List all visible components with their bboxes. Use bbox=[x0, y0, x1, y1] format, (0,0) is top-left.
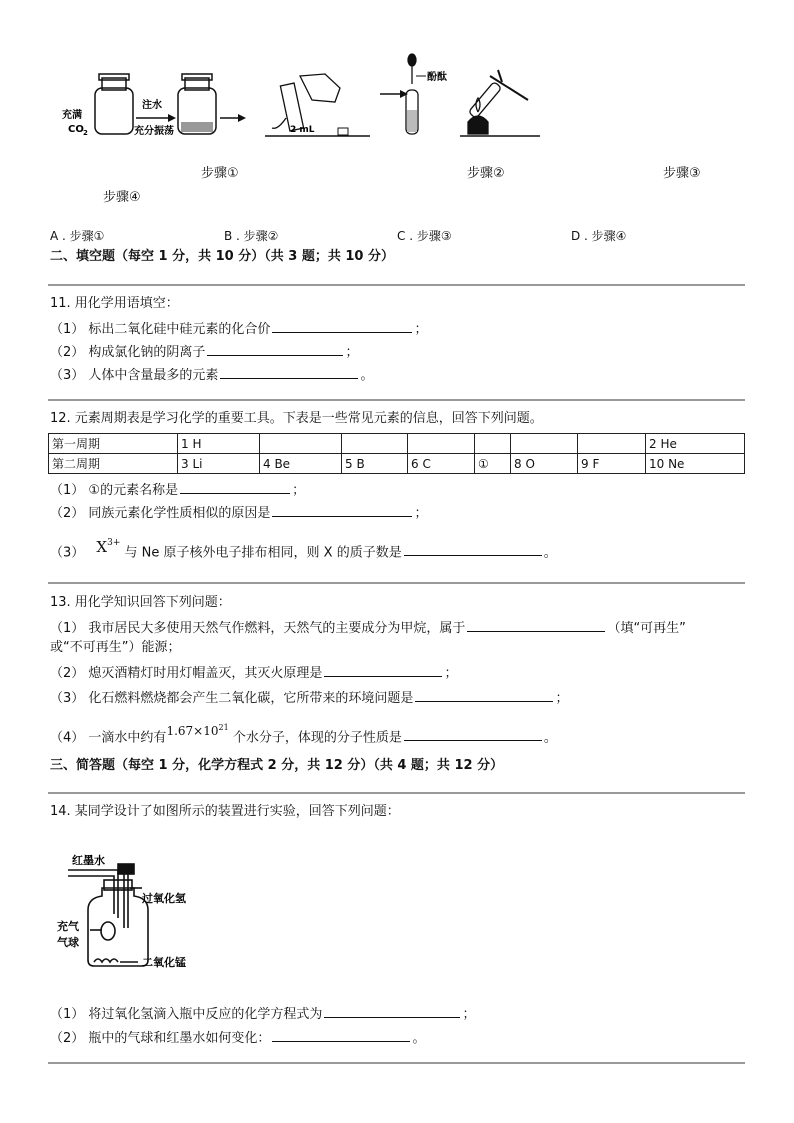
answer-blank[interactable] bbox=[207, 341, 343, 356]
part-end: ； bbox=[292, 483, 306, 498]
q13-part-1 bbox=[50, 617, 686, 638]
pouring-hand bbox=[272, 74, 340, 131]
number-exponent: 21 bbox=[218, 723, 229, 732]
table-cell: 5 B bbox=[342, 454, 408, 474]
answer-blank[interactable] bbox=[272, 318, 412, 333]
part-end: ； bbox=[444, 666, 458, 681]
q13-part-3 bbox=[50, 687, 568, 708]
table-cell bbox=[578, 434, 646, 454]
table-cell: 2 He bbox=[646, 434, 745, 454]
q13-stem: 13. 用化学知识回答下列问题： bbox=[50, 595, 231, 610]
q11-part-1 bbox=[50, 318, 427, 339]
part-number: （3） bbox=[50, 368, 85, 383]
part-tail: （填“可再生” bbox=[607, 621, 686, 636]
part-number: （2） bbox=[50, 345, 85, 360]
part-number: （3） bbox=[50, 691, 85, 706]
part-number: （1） bbox=[50, 483, 85, 498]
q12-part-2 bbox=[50, 502, 427, 523]
periodic-table bbox=[48, 433, 745, 474]
q13-part-4 bbox=[50, 725, 557, 747]
liquid-fill bbox=[407, 110, 417, 132]
balloon-label-a: 充气 bbox=[57, 920, 79, 933]
table-cell: 第二周期 bbox=[49, 454, 178, 474]
part-end: 。 bbox=[412, 1031, 426, 1046]
table-cell bbox=[511, 434, 578, 454]
volume-label: 2 mL bbox=[290, 125, 315, 135]
part-number: （2） bbox=[50, 1031, 85, 1046]
table-cell: 8 O bbox=[511, 454, 578, 474]
balloon bbox=[101, 922, 115, 940]
table-cell: 3 Li bbox=[178, 454, 260, 474]
table-cell: 4 Be bbox=[260, 454, 342, 474]
q11-part-2 bbox=[50, 341, 358, 362]
water-fill bbox=[181, 122, 213, 132]
part-end: ； bbox=[462, 1007, 476, 1022]
q12-stem: 12. 元素周期表是学习化学的重要工具。下表是一些常见元素的信息，回答下列问题。 bbox=[50, 411, 543, 426]
q13-part-2 bbox=[50, 662, 457, 683]
part-end: 。 bbox=[543, 730, 557, 746]
part-text: 标出二氧化硅中硅元素的化合价 bbox=[88, 322, 271, 337]
part-number: （2） bbox=[50, 506, 85, 521]
table-cell: 1 H bbox=[178, 434, 260, 454]
part-end: 。 bbox=[360, 368, 374, 383]
answer-blank[interactable] bbox=[324, 662, 442, 677]
part-text: 一滴水中约有 bbox=[88, 730, 167, 746]
q12-part-1 bbox=[50, 479, 305, 500]
section-2-title: 二、填空题（每空 1 分，共 10 分）（共 3 题；共 10 分） bbox=[50, 249, 394, 264]
ink-label: 红墨水 bbox=[72, 854, 105, 867]
part-text: ①的元素名称是 bbox=[88, 483, 179, 498]
q14-stem: 14. 某同学设计了如图所示的装置进行实验，回答下列问题： bbox=[50, 804, 400, 819]
ion-charge: 3+ bbox=[107, 538, 121, 548]
part-end: ； bbox=[555, 691, 569, 706]
divider bbox=[48, 582, 745, 584]
table-row bbox=[49, 434, 745, 454]
q13-part-1-cont: 或“不可再生”）能源； bbox=[50, 640, 181, 655]
part-text: 人体中含量最多的元素 bbox=[88, 368, 219, 383]
divider bbox=[48, 1062, 745, 1064]
table-cell: 9 F bbox=[578, 454, 646, 474]
stopper bbox=[338, 128, 348, 135]
part-text: 构成氯化钠的阴离子 bbox=[88, 345, 206, 360]
part-number: （2） bbox=[50, 666, 85, 681]
q12-part-3 bbox=[50, 540, 557, 562]
co2-label-sub: 2 bbox=[83, 129, 88, 137]
arrow-head bbox=[400, 90, 408, 98]
divider bbox=[48, 792, 745, 794]
q14-part-2 bbox=[50, 1027, 425, 1048]
part-number: （1） bbox=[50, 322, 85, 337]
apparatus-figure bbox=[52, 848, 212, 973]
step-label-2: 步骤② bbox=[467, 166, 505, 181]
table-cell bbox=[475, 434, 511, 454]
part-end: ； bbox=[414, 322, 428, 337]
table-cell: 10 Ne bbox=[646, 454, 745, 474]
part-text: 瓶中的气球和红墨水如何变化： bbox=[88, 1031, 271, 1046]
part-end: 。 bbox=[543, 545, 557, 561]
part-number: （3） bbox=[50, 545, 85, 561]
water-label: 注水 bbox=[142, 100, 162, 111]
part-number: （4） bbox=[50, 730, 85, 746]
ion-symbol: X bbox=[96, 538, 108, 557]
shake-label: 充分振荡 bbox=[134, 126, 174, 137]
part-number: （1） bbox=[50, 621, 85, 636]
phenolphthalein-label: 酚酞 bbox=[427, 72, 447, 83]
answer-blank[interactable] bbox=[415, 687, 553, 702]
part-text: 与 Ne 原子核外电子排布相同，则 X 的质子数是 bbox=[124, 545, 402, 561]
part-text: 熄灭酒精灯时用灯帽盖灭，其灭火原理是 bbox=[88, 666, 323, 681]
option-d[interactable]: D . 步骤④ bbox=[571, 229, 627, 243]
balloon-label-b: 气球 bbox=[57, 936, 79, 949]
option-c[interactable]: C . 步骤③ bbox=[397, 229, 452, 243]
part-end: ； bbox=[345, 345, 359, 360]
answer-blank[interactable] bbox=[324, 1003, 460, 1018]
option-b[interactable]: B . 步骤② bbox=[224, 229, 279, 243]
part-text: 化石燃料燃烧都会产生二氧化碳，它所带来的环境问题是 bbox=[88, 691, 414, 706]
funnel-head bbox=[118, 864, 134, 874]
table-cell bbox=[342, 434, 408, 454]
glass-tube bbox=[68, 876, 114, 914]
step-label-4: 步骤④ bbox=[103, 190, 141, 205]
arrow-head bbox=[168, 114, 176, 122]
answer-blank[interactable] bbox=[404, 541, 542, 556]
step-label-3: 步骤③ bbox=[663, 166, 701, 181]
co2-bottle bbox=[95, 74, 133, 134]
h2o2-label: 过氧化氢 bbox=[142, 892, 186, 905]
answer-blank[interactable] bbox=[220, 364, 358, 379]
answer-blank[interactable] bbox=[180, 479, 290, 494]
answer-blank[interactable] bbox=[272, 1027, 410, 1042]
part-text: 将过氧化氢滴入瓶中反应的化学方程式为 bbox=[88, 1007, 323, 1022]
table-cell bbox=[260, 434, 342, 454]
table-cell: 第一周期 bbox=[49, 434, 178, 454]
q14-part-1 bbox=[50, 1003, 475, 1024]
step-label-1: 步骤① bbox=[201, 166, 239, 181]
mno2-powder bbox=[94, 959, 118, 962]
q11-part-3 bbox=[50, 364, 373, 385]
q11-stem: 11. 用化学用语填空： bbox=[50, 296, 179, 311]
answer-blank[interactable] bbox=[467, 617, 605, 632]
divider bbox=[48, 284, 745, 286]
number-base: 1.67×10 bbox=[166, 724, 219, 739]
arrow-head bbox=[238, 114, 246, 122]
option-a[interactable]: A . 步骤① bbox=[50, 229, 105, 243]
part-end: ； bbox=[414, 506, 428, 521]
answer-blank[interactable] bbox=[272, 502, 412, 517]
experiment-steps-figure bbox=[50, 48, 550, 143]
part-text: 同族元素化学性质相似的原因是 bbox=[88, 506, 271, 521]
co2-label-b: CO bbox=[68, 124, 84, 135]
divider bbox=[48, 399, 745, 401]
mno2-label: 二氧化锰 bbox=[142, 956, 186, 969]
part-text: 我市居民大多使用天然气作燃料，天然气的主要成分为甲烷，属于 bbox=[88, 621, 466, 636]
table-cell: ① bbox=[475, 454, 511, 474]
table-row bbox=[49, 454, 745, 474]
part-text: 个水分子，体现的分子性质是 bbox=[232, 730, 402, 746]
answer-blank[interactable] bbox=[404, 726, 542, 741]
co2-label-a: 充满 bbox=[62, 110, 82, 121]
section-3-title: 三、简答题（每空 1 分，化学方程式 2 分，共 12 分）（共 4 题；共 12 分） bbox=[50, 758, 504, 773]
glass-tube-outer bbox=[68, 870, 118, 918]
alcohol-lamp-setup bbox=[468, 70, 528, 134]
part-number: （1） bbox=[50, 1007, 85, 1022]
table-cell bbox=[408, 434, 475, 454]
table-cell: 6 C bbox=[408, 454, 475, 474]
